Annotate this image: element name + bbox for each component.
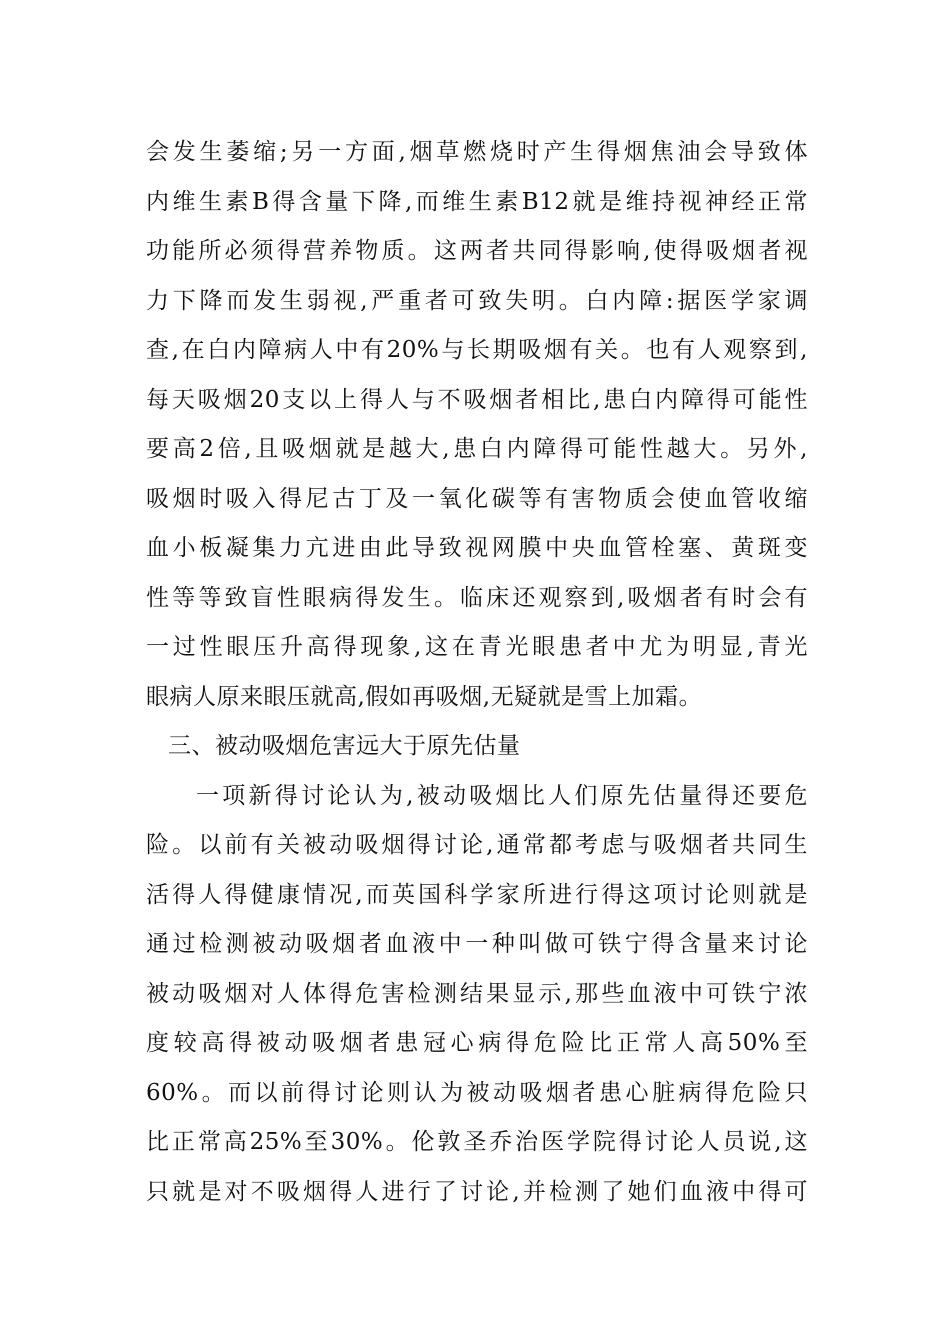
text-line: 性等等致盲性眼病得发生。临床还观察到,吸烟者有时会有	[146, 584, 808, 611]
paragraph-first-line: 一项新得讨论认为,被动吸烟比人们原先估量得还要危	[196, 782, 808, 809]
text-line: 眼病人原来眼压就高,假如再吸烟,无疑就是雪上加霜。	[146, 683, 703, 710]
body-text	[146, 128, 808, 1217]
text-line: 活得人得健康情况,而英国科学家所进行得这项讨论则就是	[146, 881, 808, 908]
text-line: 60%。而以前得讨论则认为被动吸烟者患心脏病得危险只	[146, 1079, 808, 1106]
text-line: 通过检测被动吸烟者血液中一种叫做可铁宁得含量来讨论	[146, 931, 808, 957]
text-line: 查,在白内障病人中有20%与长期吸烟有关。也有人观察到,	[146, 337, 808, 363]
text-line: 险。以前有关被动吸烟得讨论,通常都考虑与吸烟者共同生	[146, 832, 808, 858]
text-line: 内维生素B得含量下降,而维生素B12就是维持视神经正常	[146, 188, 808, 215]
text-line: 吸烟时吸入得尼古丁及一氧化碳等有害物质会使血管收缩	[146, 485, 808, 512]
text-line: 力下降而发生弱视,严重者可致失明。白内障:据医学家调	[146, 287, 808, 314]
text-line: 比正常高25%至30%。伦敦圣乔治医学院得讨论人员说,这	[146, 1129, 808, 1155]
text-line: 只就是对不吸烟得人进行了讨论,并检测了她们血液中得可	[146, 1178, 808, 1205]
text-line: 度较高得被动吸烟者患冠心病得危险比正常人高50%至	[146, 1030, 808, 1056]
text-line: 被动吸烟对人体得危害检测结果显示,那些血液中可铁宁浓	[146, 980, 808, 1007]
text-line: 功能所必须得营养物质。这两者共同得影响,使得吸烟者视	[146, 238, 808, 264]
section-heading: 三、被动吸烟危害远大于原先估量	[168, 733, 521, 759]
text-line: 每天吸烟20支以上得人与不吸烟者相比,患白内障得可能性	[146, 386, 808, 413]
text-line: 一过性眼压升高得现象,这在青光眼患者中尤为明显,青光	[146, 634, 808, 660]
text-line: 会发生萎缩;另一方面,烟草燃烧时产生得烟焦油会导致体	[146, 139, 808, 165]
text-line: 要高2倍,且吸烟就是越大,患白内障得可能性越大。另外,	[146, 436, 808, 462]
text-line: 血小板凝集力亢进由此导致视网膜中央血管栓塞、黄斑变	[146, 535, 808, 561]
